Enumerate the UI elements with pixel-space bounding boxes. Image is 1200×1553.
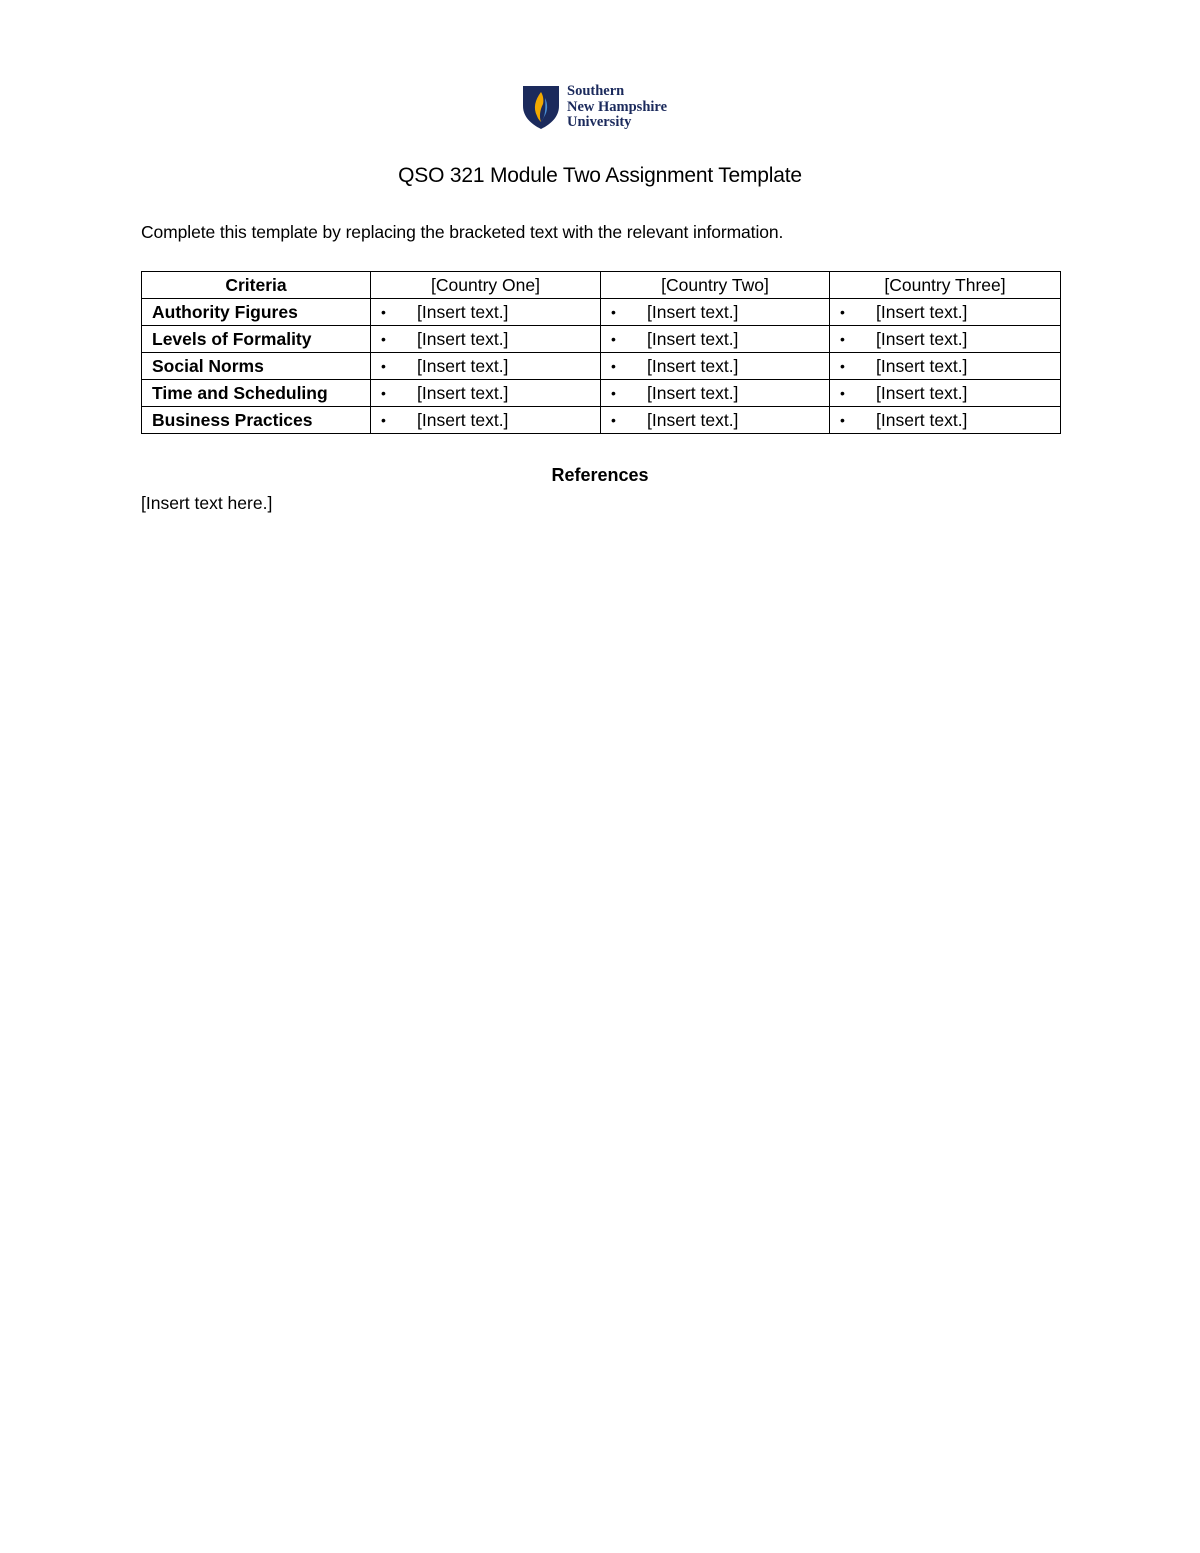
bullet-icon: • [840, 412, 845, 428]
logo-line: Southern [567, 83, 625, 99]
cell-text: [Insert text.] [417, 328, 509, 349]
table-cell[interactable] [371, 299, 601, 326]
table-cell[interactable] [830, 326, 1061, 353]
bullet-icon: • [381, 385, 386, 401]
table-row [142, 353, 1061, 380]
table-cell[interactable] [830, 299, 1061, 326]
cell-text: [Insert text.] [876, 301, 968, 322]
cell-text: [Insert text.] [876, 382, 968, 403]
row-label: Time and Scheduling [142, 380, 371, 407]
table-cell[interactable] [601, 407, 830, 434]
table-row [142, 407, 1061, 434]
table-cell[interactable] [371, 353, 601, 380]
bullet-icon: • [840, 358, 845, 374]
bullet-icon: • [840, 385, 845, 401]
table-cell[interactable] [371, 380, 601, 407]
table-cell[interactable] [601, 299, 830, 326]
table-cell[interactable] [371, 407, 601, 434]
table-row [142, 299, 1061, 326]
cell-text: [Insert text.] [417, 301, 509, 322]
cell-text: [Insert text.] [417, 409, 509, 430]
bullet-icon: • [611, 412, 616, 428]
cell-text: [Insert text.] [876, 355, 968, 376]
references-heading: References [551, 465, 649, 485]
bullet-icon: • [840, 331, 845, 347]
cell-text: [Insert text.] [647, 409, 739, 430]
university-logo [521, 84, 667, 131]
row-label: Social Norms [142, 353, 371, 380]
table-cell[interactable] [601, 380, 830, 407]
table-row [142, 326, 1061, 353]
header-country-two: [Country Two] [601, 272, 830, 299]
header-country-three: [Country Three] [830, 272, 1061, 299]
logo-line: University [567, 114, 632, 130]
bullet-icon: • [840, 304, 845, 320]
cell-text: [Insert text.] [417, 382, 509, 403]
page-title: QSO 321 Module Two Assignment Template [398, 164, 802, 187]
bullet-icon: • [381, 358, 386, 374]
bullet-icon: • [611, 331, 616, 347]
header-criteria: Criteria [142, 272, 371, 299]
table-row [142, 380, 1061, 407]
cell-text: [Insert text.] [647, 355, 739, 376]
cell-text: [Insert text.] [417, 355, 509, 376]
table-cell[interactable] [830, 353, 1061, 380]
instructions-text: Complete this template by replacing the bracketed text with the relevant information. [141, 222, 784, 242]
bullet-icon: • [381, 331, 386, 347]
header-country-one: [Country One] [371, 272, 601, 299]
cell-text: [Insert text.] [876, 328, 968, 349]
bullet-icon: • [381, 304, 386, 320]
references-body[interactable]: [Insert text here.] [141, 493, 273, 513]
cell-text: [Insert text.] [647, 301, 739, 322]
row-label: Authority Figures [142, 299, 371, 326]
criteria-table [141, 271, 1061, 434]
table-header-row [142, 272, 1061, 299]
cell-text: [Insert text.] [647, 382, 739, 403]
cell-text: [Insert text.] [647, 328, 739, 349]
row-label: Business Practices [142, 407, 371, 434]
bullet-icon: • [381, 412, 386, 428]
row-label: Levels of Formality [142, 326, 371, 353]
shield-flame-icon [521, 84, 561, 130]
logo-line: New Hampshire [567, 98, 668, 115]
table-cell[interactable] [601, 326, 830, 353]
table-cell[interactable] [830, 380, 1061, 407]
cell-text: [Insert text.] [876, 409, 968, 430]
table-cell[interactable] [371, 326, 601, 353]
logo-wordmark [567, 84, 667, 131]
table-cell[interactable] [601, 353, 830, 380]
bullet-icon: • [611, 385, 616, 401]
table-cell[interactable] [830, 407, 1061, 434]
bullet-icon: • [611, 358, 616, 374]
bullet-icon: • [611, 304, 616, 320]
